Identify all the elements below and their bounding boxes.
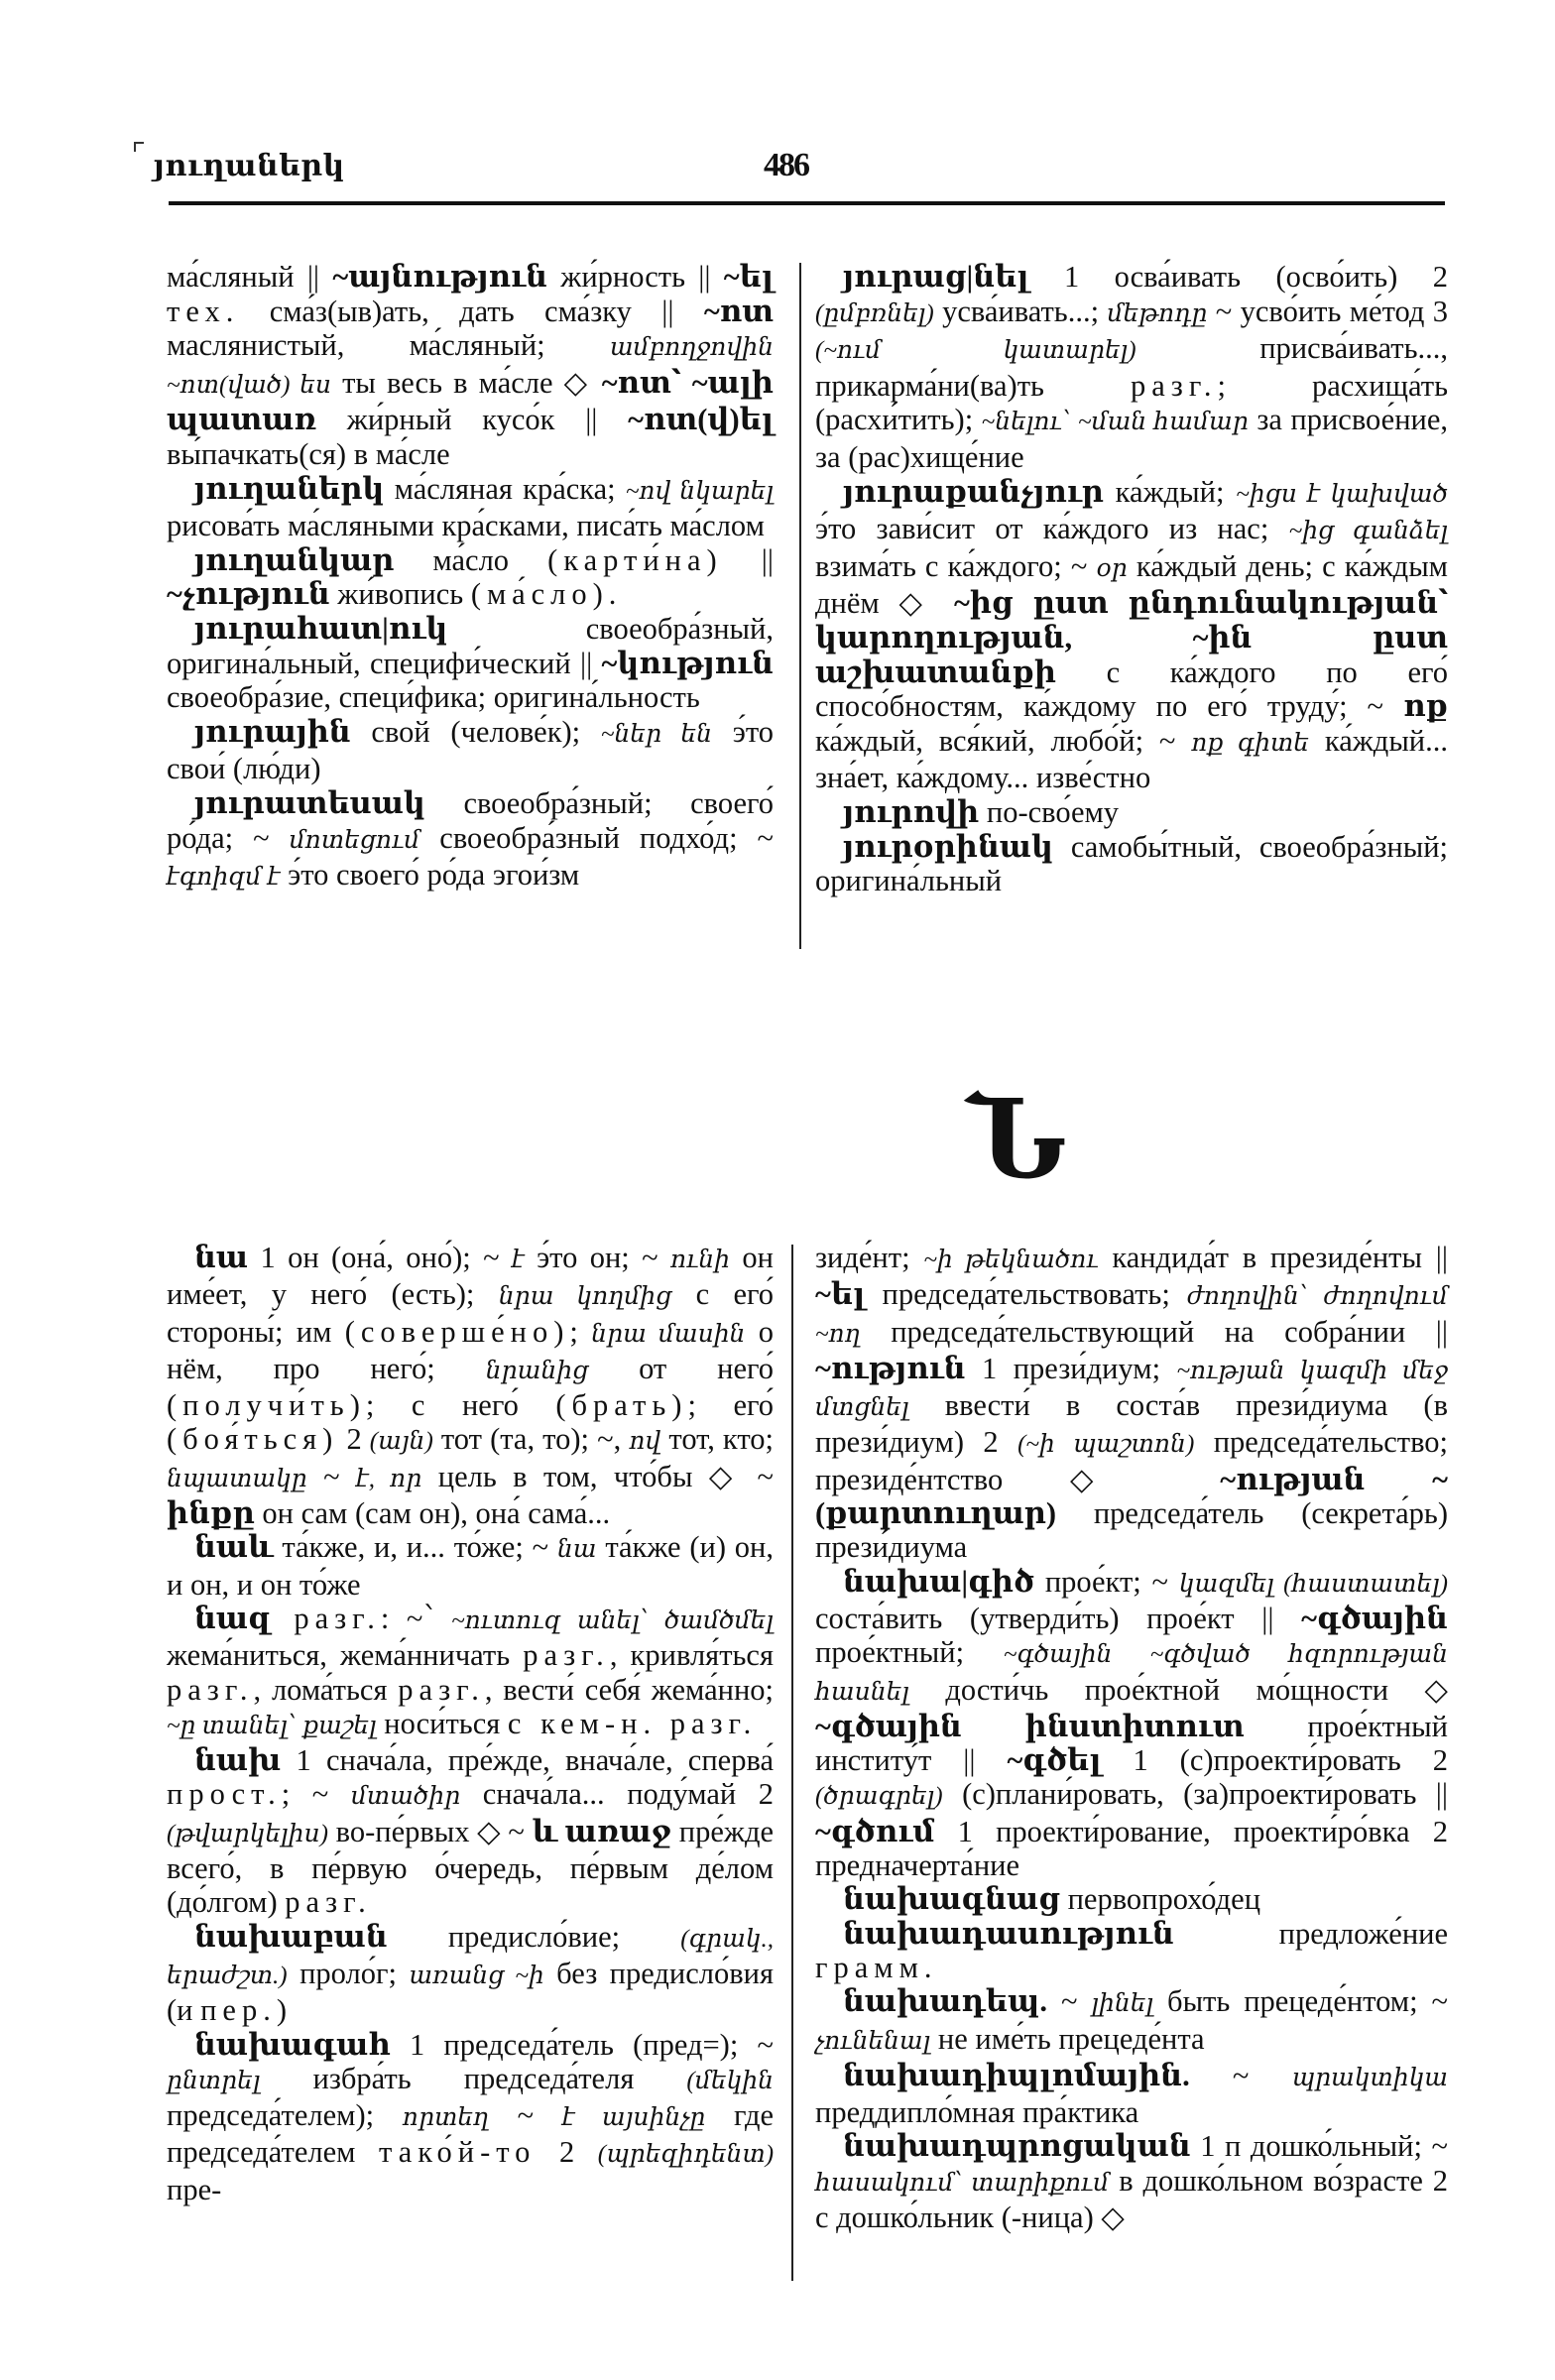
translation-text: где председа́телем <box>167 2098 775 2170</box>
translation-text: зиде́нт; <box>815 1241 924 1274</box>
dictionary-entry <box>815 260 1448 475</box>
example-phrase: (~ի պաշտոն) <box>1017 1431 1195 1459</box>
translation-text: || <box>722 542 774 577</box>
translation-text: ~ усво́ить ме́тод 3 <box>1207 294 1448 328</box>
example-phrase: ~նելու՝ ~ման համար <box>981 409 1249 436</box>
translation-text: ка́ждый... зна́ет, ка́ждому... изве́стно <box>815 723 1449 795</box>
headword: ~գծել <box>1007 1743 1102 1778</box>
translation-text: прое́ктный; <box>815 1635 1004 1670</box>
translation-text: по-сво́ему <box>979 794 1120 829</box>
example-phrase: (պրեզիդենտ) <box>597 2141 775 2169</box>
translation-text: та́кже, и, и... то́же; ~ <box>273 1530 557 1565</box>
example-phrase: նրանից <box>485 1357 589 1384</box>
translation-text: председа́тельствующий на собра́нии || <box>860 1314 1448 1349</box>
translation-text: ~ <box>306 1459 357 1493</box>
headword: յուրօրինակ <box>843 829 1053 864</box>
translation-text: тот, кто; <box>660 1422 774 1457</box>
dictionary-entry <box>167 1241 774 1530</box>
translation-text: быть прецеде́нтом; ~ <box>1153 1984 1448 2019</box>
translation-text: ~ <box>1189 2058 1292 2092</box>
headword: ~չություն <box>167 577 330 612</box>
translation-text: во-пе́рвых ◇ ~ <box>327 1814 533 1848</box>
translation-text: не име́ть прецеде́нта <box>930 2021 1205 2056</box>
label-spaced: (соверше́но) <box>344 1314 570 1349</box>
label-spaced: пер. <box>200 1993 277 2028</box>
entry-continuation <box>167 260 774 472</box>
translation-text: проло́г; <box>287 1956 410 1990</box>
example-phrase: հասակում՝ տարիքում <box>815 2169 1110 2197</box>
translation-text: своеобра́зный, оригина́льный, специфи́ческий || <box>167 611 774 680</box>
dictionary-entry <box>167 715 774 786</box>
translation-text: преддипло́мная пра́ктика <box>815 2095 1139 2130</box>
translation-text: ~ <box>1047 1984 1092 2019</box>
translation-text: жема́ниться, жема́нничать <box>167 1638 524 1673</box>
translation-text: 2 <box>536 2135 598 2170</box>
headword: ~ոտ(վ)ել <box>628 403 774 437</box>
example-phrase: ամբողջովին ~ոտ(ված) ես <box>167 334 774 399</box>
translation-text: председа́тельство; президе́нтство ◇ <box>815 1425 1449 1496</box>
label-spaced: разг. <box>167 1672 254 1707</box>
translation-text: 1 он (она́, оно́); ~ <box>248 1241 512 1274</box>
headword: նախադեպ. <box>843 1984 1048 2019</box>
headword: յուղանկար <box>194 542 395 577</box>
dictionary-entry <box>167 612 774 715</box>
label-spaced: разг. <box>1130 368 1218 403</box>
headword: նախագնաց <box>843 1882 1060 1917</box>
section-letter: Ն <box>967 1080 1067 1201</box>
dictionary-entry <box>167 472 774 543</box>
dictionary-entry <box>815 830 1448 898</box>
translation-text: 2 <box>338 1422 370 1457</box>
translation-text: тот (та, то); ~, <box>432 1422 630 1457</box>
example-phrase: օր <box>1096 554 1128 582</box>
example-phrase: (ծրագրել) <box>815 1783 943 1811</box>
column-divider-top <box>799 263 801 949</box>
headword: նախադասություն <box>843 1916 1174 1951</box>
column-bottom-right <box>815 1241 1448 2234</box>
translation-text: избра́ть председа́теля <box>260 2061 687 2095</box>
headword: ~այնություն <box>332 260 547 294</box>
headword: յուրատեսակ <box>194 785 425 820</box>
example-phrase: (ըմբռնել) <box>815 299 934 327</box>
dictionary-entry <box>815 1565 1448 1883</box>
headword: յուրովի <box>843 794 980 829</box>
label-spaced: с кем-н. разг. <box>507 1706 758 1740</box>
translation-text: э́то он; ~ <box>524 1241 670 1274</box>
translation-text: ка́ждый день; с ка́ждым днём ◇ <box>815 548 1448 621</box>
label-spaced: тако́й-то <box>379 2135 537 2170</box>
example-phrase: նա <box>556 1536 597 1564</box>
translation-text: своеобра́зие, специ́фика; оригина́льность <box>167 680 700 715</box>
dictionary-entry <box>167 786 774 895</box>
example-phrase: մեթոդը <box>1107 299 1208 327</box>
translation-text: взима́ть с ка́ждого; ~ <box>815 548 1097 583</box>
translation-text: он име́ет, у него́ (есть); <box>167 1241 774 1312</box>
translation-text: ты весь в ма́сле ◇ <box>331 365 602 400</box>
column-top-right <box>815 260 1448 898</box>
example-phrase: ընտրել <box>167 2067 261 2094</box>
example-phrase: ~իցս է կախված <box>1236 480 1448 508</box>
translation-text: 1 прези́диум; <box>965 1351 1177 1385</box>
headword: ~ից ըստ ընդունակության՝ կարողության, ~ին ըստ աշխատանքի <box>815 586 1448 689</box>
translation-text: председа́тельствовать; <box>865 1277 1188 1312</box>
example-phrase: ~ության կազմի մեջ մտցնել <box>815 1357 1448 1422</box>
headword: յուրաքանչյուր <box>843 474 1104 509</box>
headword: ~ել <box>723 260 775 294</box>
headword: նա <box>194 1241 249 1274</box>
example-phrase: ով <box>629 1428 661 1456</box>
example-phrase: է, որ <box>356 1465 422 1492</box>
dictionary-entry <box>167 1743 774 1919</box>
example-phrase: պրակտիկա <box>1291 2064 1448 2091</box>
translation-text: вы́пачкать(ся) в ма́сле <box>167 436 450 471</box>
headword: նախագահ <box>194 2027 391 2062</box>
headword: ~ություն <box>815 1351 966 1385</box>
label-spaced: (боя́ться) <box>167 1422 339 1457</box>
translation-text: предисло́вие; <box>387 1919 681 1954</box>
translation-text: ; его́ <box>687 1388 774 1423</box>
running-head: յուղաներկ <box>154 150 345 182</box>
example-phrase: ~ը տանել՝ քաշել <box>167 1712 377 1739</box>
headword: նազ <box>194 1601 271 1635</box>
headword: ոք <box>1403 689 1448 724</box>
translation-text: ввести́ в соста́в прези́диума (в прези́диум) 2 <box>815 1388 1448 1460</box>
dictionary-entry <box>815 475 1448 795</box>
example-phrase: լինել <box>1091 1990 1154 2018</box>
example-phrase: ժողովին՝ ժողովում ~ող <box>815 1283 1448 1348</box>
translation-text: снача́ла... поду́май 2 <box>460 1777 774 1812</box>
example-phrase: (այն) <box>369 1428 433 1456</box>
translation-text: 1 проекти́рование, проекти́ро́вка 2 предначерта́ние <box>815 1814 1448 1883</box>
translation-text: он сам (сам он), она́ сама́... <box>254 1496 611 1531</box>
headword: ~գծային ինստիտուտ <box>815 1709 1245 1743</box>
example-phrase: առանց ~ի <box>409 1962 544 1989</box>
translation-text: ; ~ <box>281 1777 351 1812</box>
translation-text: свой (челове́к); <box>350 714 601 749</box>
example-phrase: նրա կողմից <box>498 1283 672 1311</box>
column-divider-bottom <box>791 1245 793 2281</box>
dictionary-entry <box>167 1602 774 1743</box>
example-phrase: ~ներ են <box>600 720 713 748</box>
example-phrase: մտածիր <box>350 1783 461 1811</box>
translation-text: ма́сляная кра́ска; <box>384 471 626 506</box>
example-phrase: ~ուտուզ անել՝ ծամծմել <box>451 1606 774 1634</box>
translation-text: 1 снача́ла, пре́жде, внача́ле, сперва́ <box>281 1743 774 1778</box>
dictionary-entry <box>167 1920 774 2028</box>
headword: նախաբան <box>194 1919 388 1954</box>
crop-mark <box>134 142 144 152</box>
translation-text: в дошко́льном во́зрасте 2 с дошко́льник (-ница) ◇ <box>815 2163 1448 2235</box>
label-spaced: (получи́ть) <box>167 1388 366 1423</box>
headword: և առաջ <box>532 1814 672 1848</box>
example-phrase: (թվարկելիս) <box>167 1820 328 1847</box>
column-bottom-left <box>167 1241 774 2206</box>
headword: ինքը <box>167 1496 255 1531</box>
translation-text: жи́рный кусо́к || <box>316 403 629 437</box>
translation-text: ма́сляный || <box>167 260 333 294</box>
example-phrase: է այսինչը <box>561 2104 706 2132</box>
headword: յուրաց|նել <box>843 260 1029 294</box>
translation-text: прое́ктный институ́т || <box>815 1709 1448 1778</box>
headword: ~գծում <box>815 1814 935 1848</box>
headword: նախադիպլոմային. <box>843 2058 1190 2092</box>
translation-text: , вести́ себя́ жема́нно; <box>484 1672 774 1707</box>
example-phrase: ~գծային ~գծված հզորության հասնել <box>815 1641 1449 1706</box>
label-spaced: (ма́сло). <box>470 577 623 612</box>
dictionary-entry <box>815 795 1448 830</box>
dictionary-entry <box>815 1917 1448 1985</box>
translation-text: ка́ждый, вся́кий, любо́й; ~ <box>815 723 1192 758</box>
example-phrase: (գրակ., երաժշտ.) <box>167 1925 774 1989</box>
example-phrase: ~ի թեկնածու <box>923 1247 1099 1273</box>
translation-text: самобы́тный, своеобра́зный; оригина́льный <box>815 829 1448 898</box>
example-phrase: կազմել (հաստատել) <box>1178 1570 1449 1598</box>
translation-text: , лома́ться <box>253 1672 399 1707</box>
translation-text: первопрохо́дец <box>1059 1882 1261 1917</box>
label-spaced: (карти́на) <box>547 542 723 577</box>
label-spaced: (брать) <box>555 1388 688 1423</box>
translation-text: ~ <box>488 2098 562 2133</box>
translation-text: 1 п дошко́льный; ~ <box>1190 2129 1448 2164</box>
translation-text: без предисло́вия (и <box>167 1956 774 2028</box>
label-spaced: разг. <box>285 1885 372 1920</box>
example-phrase: է <box>511 1247 525 1273</box>
example-phrase: էգոիզմ է <box>167 864 281 892</box>
translation-text: ) <box>276 1993 288 2028</box>
translation-text: пре- <box>167 2172 222 2206</box>
example-phrase: (մեկին <box>686 2067 774 2094</box>
label-spaced: грамм. <box>815 1950 938 1984</box>
example-phrase: (~ում կատարել) <box>815 337 1136 365</box>
translation-text: ка́ждый; <box>1103 474 1237 509</box>
translation-text: сма́з(ыв)ать, дать сма́зку || <box>239 294 704 328</box>
headword: նախա|գիծ <box>843 1564 1035 1599</box>
headword: ~գծային <box>1301 1601 1448 1635</box>
translation-text: : ~՝ <box>380 1601 452 1635</box>
page-number: 486 <box>764 147 808 183</box>
label-spaced: разг. <box>270 1601 381 1635</box>
headword: յուրահատ|ուկ <box>194 611 448 646</box>
translation-text: присва́ивать..., прикарма́ни(ва)ть <box>815 331 1448 403</box>
label-spaced: прост. <box>167 1777 282 1812</box>
example-phrase: նպատակը <box>167 1465 307 1492</box>
translation-text: , кривля́ться <box>609 1638 774 1673</box>
translation-text: э́то зави́сит от ка́ждого из нас; <box>815 512 1289 546</box>
translation-text: жи́вопись <box>329 577 471 612</box>
translation-text: цель в том, что́бы ◇ ~ <box>421 1459 774 1493</box>
dictionary-entry <box>815 1882 1448 1916</box>
translation-text: о нём, про него́; <box>167 1314 774 1385</box>
headword: ~ոտ՝ ~ալի պատառ <box>167 365 774 437</box>
translation-text: ма́сло <box>394 542 548 577</box>
translation-text: с его́ стороны́; им <box>167 1277 774 1349</box>
headword: ~կություն <box>601 646 774 680</box>
dictionary-entry <box>167 543 774 612</box>
example-phrase: որտեղ <box>402 2104 489 2132</box>
example-phrase: ոք գիտե <box>1191 729 1309 757</box>
label-spaced: тех. <box>167 294 240 328</box>
example-phrase: մոտեցում <box>289 826 420 854</box>
header-rule <box>169 201 1445 205</box>
headword: նախ <box>194 1743 282 1778</box>
translation-text: за присвое́ние, за (рас)хище́ние <box>815 403 1449 474</box>
translation-text: председа́тель (секрета́рь) прези́диума <box>815 1496 1448 1565</box>
translation-text: с ка́ждого по его́ спосо́бностям, ка́ждому по его́ труду́; ~ <box>815 654 1448 724</box>
translation-text: 1 осва́ивать (осво́ить) 2 <box>1028 260 1448 294</box>
translation-text: прое́кт; ~ <box>1034 1564 1179 1599</box>
translation-text: та́кже (и) он, и он, и он то́же <box>167 1530 774 1602</box>
headword: յուղաներկ <box>194 471 385 506</box>
label-spaced: разг. <box>398 1672 485 1707</box>
translation-text: кандида́т в президе́нты || <box>1098 1241 1448 1274</box>
translation-text: пре́жде всего́, в пе́рвую о́чередь, пе́рвым де́лом (до́лгом) <box>167 1814 774 1920</box>
dictionary-entry <box>815 2129 1448 2234</box>
headword: նախադպրոցական <box>843 2129 1191 2164</box>
label-spaced: разг. <box>523 1638 610 1673</box>
translation-text: носи́ться <box>376 1706 508 1740</box>
translation-text: э́то свои́ (лю́ди) <box>167 714 774 786</box>
translation-text: жи́рность || <box>546 260 724 294</box>
headword: նաև <box>194 1530 274 1565</box>
example-phrase: ունի <box>669 1247 731 1273</box>
example-phrase: չունենալ <box>815 2027 931 2055</box>
translation-text: своеобра́зный; своего́ ро́да; ~ <box>167 785 774 855</box>
example-phrase: ~ով նկարել <box>625 477 774 505</box>
headword: ~ության ~ (քարտուղար) <box>815 1462 1448 1531</box>
translation-text: э́то своего́ ро́да эгои́зм <box>280 858 580 892</box>
translation-text: председа́телем); <box>167 2098 403 2133</box>
translation-text: маслянистый, ма́сляный; <box>167 328 610 363</box>
example-phrase: նրա մասին <box>591 1320 746 1348</box>
dictionary-entry <box>167 2028 774 2206</box>
column-top-left <box>167 260 774 895</box>
headword: յուրային <box>194 714 351 749</box>
translation-text: ; с него́ <box>365 1388 556 1423</box>
translation-text: рисова́ть ма́сляными кра́сками, писа́ть ма́слом <box>167 509 765 543</box>
translation-text: (с)плани́ровать, (за)проекти́ровать || <box>942 1777 1448 1812</box>
translation-text: 1 (с)проекти́ровать 2 <box>1101 1743 1448 1778</box>
dictionary-entry <box>815 1984 1448 2059</box>
translation-text: 1 председа́тель (пред=); ~ <box>390 2027 774 2062</box>
translation-text: предложе́ние <box>1173 1916 1448 1951</box>
translation-text: соста́вить (утверди́ть) прое́кт || <box>815 1601 1302 1635</box>
translation-text: от него́ <box>588 1351 774 1385</box>
entry-continuation <box>815 1241 1448 1565</box>
dictionary-entry <box>167 1530 774 1602</box>
headword: ~ոտ <box>703 294 774 328</box>
translation-text: ; расхища́ть (расхи́тить); <box>815 368 1448 437</box>
translation-text: своеобра́зный подхо́д; ~ <box>419 820 775 855</box>
translation-text: ; <box>569 1314 592 1349</box>
example-phrase: ~ից գանձել <box>1288 518 1449 545</box>
headword: ~ել <box>815 1277 866 1312</box>
translation-text: усва́ивать...; <box>933 294 1108 328</box>
dictionary-entry <box>815 2059 1448 2130</box>
translation-text: дости́чь прое́ктной мо́щности ◇ <box>908 1672 1448 1707</box>
